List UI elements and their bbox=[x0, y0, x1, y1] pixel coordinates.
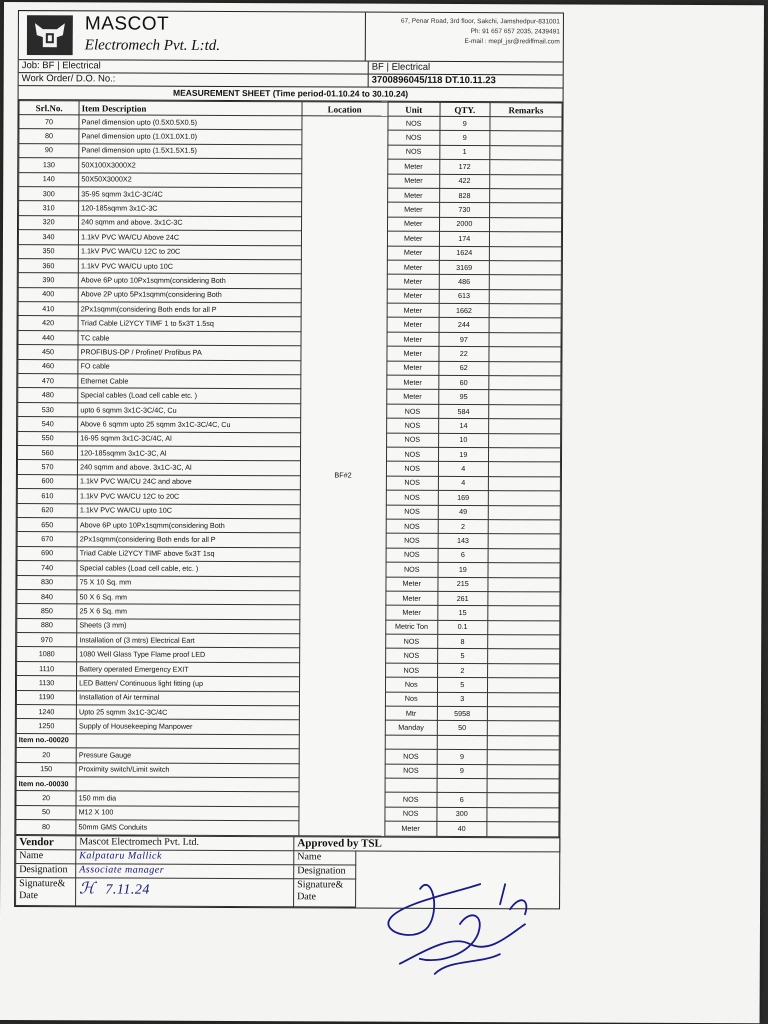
cell-qty: 14 bbox=[438, 419, 488, 434]
date-label: Date bbox=[19, 889, 39, 901]
cell-remarks bbox=[489, 189, 561, 204]
cell-srl: 20 bbox=[16, 748, 76, 763]
cell-srl: 540 bbox=[18, 417, 78, 432]
cell-desc: M12 X 100 bbox=[76, 806, 298, 821]
cell-srl: 420 bbox=[18, 316, 78, 331]
cell-desc: TC cable bbox=[78, 331, 300, 346]
cell-unit: Meter bbox=[386, 390, 438, 405]
cell-remarks bbox=[488, 534, 560, 549]
cell-unit: NOS bbox=[385, 649, 437, 664]
cell-remarks bbox=[487, 822, 559, 837]
cell-desc: FO cable bbox=[78, 359, 300, 374]
cell-srl: 480 bbox=[18, 388, 78, 403]
cell-srl: 90 bbox=[19, 143, 79, 158]
cell-remarks bbox=[489, 376, 561, 391]
phone-line: Ph: 91 657 657 2035, 2439491 bbox=[470, 28, 560, 36]
section-blank bbox=[76, 734, 298, 749]
cell-qty: 422 bbox=[439, 174, 489, 189]
cell-qty: 8 bbox=[437, 634, 487, 649]
cell-unit: Metric Ton bbox=[385, 620, 437, 635]
section-qty-blank bbox=[437, 735, 487, 750]
cell-remarks bbox=[488, 520, 560, 535]
cell-desc: PROFIBUS-DP / Profinet/ Profibus PA bbox=[78, 345, 300, 360]
cell-srl: 300 bbox=[19, 187, 79, 202]
cell-unit: NOS bbox=[386, 533, 438, 548]
items-table bbox=[15, 100, 562, 837]
section-remarks-blank bbox=[487, 735, 559, 750]
cell-unit: Meter bbox=[387, 159, 439, 174]
cell-srl: 1190 bbox=[16, 690, 76, 705]
cell-remarks bbox=[489, 390, 561, 405]
cell-desc: Sheets (3 mm) bbox=[77, 618, 299, 633]
cell-srl: 740 bbox=[17, 561, 77, 576]
cell-remarks bbox=[487, 663, 559, 678]
cell-desc: 1.1kV PVC WA/CU upto 10C bbox=[77, 503, 299, 518]
company-logo-icon bbox=[19, 11, 81, 59]
job-label: Job: BF | Electrical bbox=[19, 60, 369, 74]
col-header-unit: Unit bbox=[388, 102, 440, 116]
cell-qty: 730 bbox=[439, 203, 489, 218]
cell-srl: 1080 bbox=[17, 647, 77, 662]
cell-qty: 2000 bbox=[439, 217, 489, 232]
section-label: Item no.-00020 bbox=[16, 733, 76, 748]
cell-srl: 360 bbox=[18, 258, 78, 273]
cell-qty: 172 bbox=[440, 160, 490, 175]
cell-desc: Above 6P upto 10Px1sqmm(considering Both bbox=[78, 273, 300, 288]
cell-remarks bbox=[488, 635, 560, 650]
cell-unit: Meter bbox=[386, 375, 438, 390]
company-name-block bbox=[81, 11, 366, 60]
cell-qty: 19 bbox=[438, 447, 488, 462]
cell-desc: 240 sqmm and above. 3x1C-3C, Al bbox=[78, 460, 300, 475]
cell-srl: 840 bbox=[17, 589, 77, 604]
cell-qty: 261 bbox=[438, 591, 488, 606]
cell-desc: Triad Cable Li2YCY TIMF above 5x3T 1sq bbox=[77, 547, 299, 562]
cell-qty: 584 bbox=[438, 404, 488, 419]
cell-qty: 9 bbox=[440, 131, 490, 146]
cell-remarks bbox=[490, 160, 562, 175]
cell-unit: NOS bbox=[386, 447, 438, 462]
cell-desc: Above 6P upto 10Px1sqmm(considering Both bbox=[77, 518, 299, 533]
col-header-desc: Item Description bbox=[79, 101, 301, 116]
cell-qty: 49 bbox=[438, 505, 488, 520]
tsl-date-label: Date bbox=[297, 890, 317, 902]
cell-qty: 50 bbox=[437, 721, 487, 736]
cell-unit: NOS bbox=[386, 404, 438, 419]
cell-srl: 50 bbox=[16, 805, 76, 820]
cell-qty: 9 bbox=[437, 764, 487, 779]
cell-desc: Supply of Housekeeping Manpower bbox=[76, 719, 298, 734]
cell-desc: 50 X 6 Sq. mm bbox=[77, 590, 299, 605]
cell-srl: 80 bbox=[16, 820, 76, 835]
cell-unit: NOS bbox=[386, 562, 438, 577]
cell-srl: 690 bbox=[17, 546, 77, 561]
cell-desc: 1.1kV PVC WA/CU 12C to 20C bbox=[77, 489, 299, 504]
cell-remarks bbox=[490, 117, 562, 132]
cell-unit: Meter bbox=[387, 246, 439, 261]
cell-remarks bbox=[489, 304, 561, 319]
cell-remarks bbox=[487, 793, 559, 808]
cell-unit: Meter bbox=[387, 174, 439, 189]
cell-desc: LED Batten/ Continuous light fitting (up bbox=[77, 676, 299, 691]
cell-qty: 174 bbox=[439, 232, 489, 247]
cell-desc: 25 X 6 Sq. mm bbox=[77, 604, 299, 619]
cell-remarks bbox=[489, 217, 561, 232]
cell-remarks bbox=[488, 462, 560, 477]
cell-desc: 75 X 10 Sq. mm bbox=[77, 575, 299, 590]
cell-qty: 3169 bbox=[439, 260, 489, 275]
cell-desc: Special cables (Load cell cable, etc. ) bbox=[77, 561, 299, 576]
cell-remarks bbox=[489, 347, 561, 362]
cell-srl: 1250 bbox=[16, 719, 76, 734]
cell-desc: 2Px1sqmm(considering Both ends for all P bbox=[78, 302, 300, 317]
paper-page bbox=[0, 2, 764, 1023]
cell-srl: 400 bbox=[18, 287, 78, 302]
cell-remarks bbox=[488, 476, 560, 491]
section-unit-blank bbox=[385, 778, 437, 793]
cell-desc: Above 2P upto 5Px1sqmm(considering Both bbox=[78, 288, 300, 303]
sheet-title: MEASUREMENT SHEET (Time period-01.10.24 to 30.10.24) bbox=[19, 86, 563, 102]
cell-desc: 1080 Well Glass Type Flame proof LED bbox=[77, 647, 299, 662]
cell-remarks bbox=[488, 577, 560, 592]
cell-qty: 244 bbox=[439, 318, 489, 333]
cell-srl: 830 bbox=[17, 575, 77, 590]
cell-unit: NOS bbox=[386, 476, 438, 491]
section-label: Item no.-00030 bbox=[16, 777, 76, 792]
cell-qty: 1 bbox=[440, 145, 490, 160]
cell-remarks bbox=[490, 145, 562, 160]
cell-unit: Meter bbox=[387, 361, 439, 376]
cell-unit: Meter bbox=[387, 346, 439, 361]
cell-remarks bbox=[488, 548, 560, 563]
company-subname: Electromech Pvt. L:td. bbox=[84, 37, 221, 54]
cell-remarks bbox=[487, 721, 559, 736]
cell-srl: 600 bbox=[17, 474, 77, 489]
cell-srl: 850 bbox=[17, 604, 77, 619]
cell-unit: Nos bbox=[385, 692, 437, 707]
cell-remarks bbox=[489, 275, 561, 290]
vendor-signature-date: ℋ 7.11.24 bbox=[76, 877, 294, 906]
cell-unit: Meter bbox=[386, 591, 438, 606]
cell-unit: NOS bbox=[386, 433, 438, 448]
cell-srl: 310 bbox=[19, 201, 79, 216]
section-qty-blank bbox=[437, 778, 487, 793]
cell-desc: 1.1kV PVC WA/CU Above 24C bbox=[79, 230, 301, 245]
cell-desc: Proximity switch/Limit switch bbox=[76, 762, 298, 777]
cell-remarks bbox=[489, 318, 561, 333]
email-line: E-mail : mepl_jsr@rediffmail.com bbox=[464, 38, 560, 46]
cell-remarks bbox=[488, 592, 560, 607]
cell-srl: 670 bbox=[17, 532, 77, 547]
cell-remarks bbox=[489, 361, 561, 376]
cell-qty: 10 bbox=[438, 433, 488, 448]
name-label: Name bbox=[16, 849, 76, 863]
cell-srl: 530 bbox=[18, 402, 78, 417]
cell-qty: 215 bbox=[438, 577, 488, 592]
work-order-label: Work Order/ D.O. No.: bbox=[19, 73, 369, 87]
tsl-signature-label: Signature& bbox=[297, 878, 344, 891]
col-header-location: Location bbox=[302, 102, 388, 116]
company-address bbox=[366, 13, 563, 62]
cell-remarks bbox=[488, 448, 560, 463]
cell-srl: 70 bbox=[19, 115, 79, 130]
cell-desc: 120-185sqmm 3x1C-3C, Al bbox=[78, 446, 300, 461]
cell-unit: NOS bbox=[385, 634, 437, 649]
cell-desc: Triad Cable Li2YCY TIMF 1 to 5x3T 1.5sq bbox=[78, 316, 300, 331]
cell-unit: Nos bbox=[385, 677, 437, 692]
cell-desc: Panel dimension upto (1.5X1.5X1.5) bbox=[79, 144, 301, 159]
cell-qty: 0.1 bbox=[438, 620, 488, 635]
cell-remarks bbox=[487, 692, 559, 707]
cell-unit: Manday bbox=[385, 721, 437, 736]
cell-qty: 62 bbox=[439, 361, 489, 376]
vendor-designation-handwritten: Associate manager bbox=[76, 863, 294, 878]
cell-qty: 5 bbox=[437, 649, 487, 664]
cell-srl: 610 bbox=[17, 489, 77, 504]
cell-qty: 95 bbox=[439, 390, 489, 405]
cell-srl: 140 bbox=[19, 172, 79, 187]
cell-unit: NOS bbox=[386, 490, 438, 505]
tsl-signature-date-label bbox=[294, 878, 356, 906]
cell-srl: 450 bbox=[18, 345, 78, 360]
cell-qty: 1624 bbox=[439, 246, 489, 261]
cell-desc: 2Px1sqmm(considering Both ends for all P bbox=[77, 532, 299, 547]
cell-unit: NOS bbox=[385, 663, 437, 678]
cell-unit: Mtr bbox=[385, 706, 437, 721]
cell-desc: Above 6 sqmm upto 25 sqmm 3x1C-3C/4C, Cu bbox=[78, 417, 300, 432]
cell-srl: 410 bbox=[18, 302, 78, 317]
cell-unit: NOS bbox=[387, 145, 439, 160]
col-header-remarks: Remarks bbox=[490, 103, 562, 117]
signature-label: Signature& bbox=[19, 877, 66, 889]
cell-qty: 169 bbox=[438, 491, 488, 506]
cell-desc: Upto 25 sqmm 3x1C-3C/4C bbox=[76, 705, 298, 720]
tsl-signature-scribble bbox=[360, 864, 561, 995]
cell-qty: 3 bbox=[437, 692, 487, 707]
cell-desc: 50mm GMS Conduits bbox=[76, 820, 298, 835]
cell-srl: 550 bbox=[18, 431, 78, 446]
cell-unit: Meter bbox=[387, 274, 439, 289]
tsl-name-label: Name bbox=[294, 850, 356, 864]
cell-remarks bbox=[489, 404, 561, 419]
cell-remarks bbox=[488, 620, 560, 635]
cell-srl: 350 bbox=[18, 244, 78, 259]
cell-remarks bbox=[488, 491, 560, 506]
cell-srl: 880 bbox=[17, 618, 77, 633]
cell-unit: Meter bbox=[387, 318, 439, 333]
cell-unit: NOS bbox=[385, 764, 437, 779]
table-row bbox=[16, 820, 559, 837]
cell-unit: NOS bbox=[388, 116, 440, 131]
cell-desc: 16-95 sqmm 3x1C-3C/4C, Al bbox=[78, 431, 300, 446]
cell-remarks bbox=[487, 678, 559, 693]
cell-desc: 240 sqmm and above. 3x1C-3C bbox=[79, 216, 301, 231]
cell-srl: 650 bbox=[17, 518, 77, 533]
cell-srl: 970 bbox=[17, 633, 77, 648]
cell-srl: 20 bbox=[16, 791, 76, 806]
cell-desc: Pressure Gauge bbox=[76, 748, 298, 763]
col-header-srl: Srl.No. bbox=[19, 101, 79, 115]
cell-qty: 2 bbox=[438, 519, 488, 534]
cell-remarks bbox=[487, 649, 559, 664]
cell-qty: 40 bbox=[437, 822, 487, 837]
cell-srl: 460 bbox=[18, 359, 78, 374]
measurement-sheet bbox=[14, 10, 564, 909]
cell-qty: 15 bbox=[438, 606, 488, 621]
cell-desc: 1.1kV PVC WA/CU 12C to 20C bbox=[78, 244, 300, 259]
cell-desc: 50X50X3000X2 bbox=[79, 172, 301, 187]
cell-remarks bbox=[490, 174, 562, 189]
cell-srl: 130 bbox=[19, 158, 79, 173]
cell-srl: 390 bbox=[18, 273, 78, 288]
cell-qty: 22 bbox=[439, 347, 489, 362]
cell-qty: 60 bbox=[439, 375, 489, 390]
cell-unit: NOS bbox=[385, 807, 437, 822]
cell-qty: 300 bbox=[437, 807, 487, 822]
cell-qty: 6 bbox=[438, 548, 488, 563]
cell-desc: 120-185sqmm 3x1C-3C bbox=[79, 201, 301, 216]
cell-desc: 35-95 sqmm 3x1C-3C/4C bbox=[79, 187, 301, 202]
cell-remarks bbox=[489, 332, 561, 347]
cell-srl: 150 bbox=[16, 762, 76, 777]
cell-remarks bbox=[488, 505, 560, 520]
tsl-designation-label: Designation bbox=[294, 864, 356, 878]
vendor-date: 7.11.24 bbox=[105, 881, 150, 898]
cell-unit: Meter bbox=[387, 188, 439, 203]
cell-unit: NOS bbox=[386, 505, 438, 520]
cell-unit: Meter bbox=[387, 303, 439, 318]
cell-unit: NOS bbox=[386, 462, 438, 477]
cell-qty: 828 bbox=[439, 188, 489, 203]
cell-qty: 5958 bbox=[437, 706, 487, 721]
cell-desc: 1.1kV PVC WA/CU upto 10C bbox=[78, 259, 300, 274]
cell-desc: Battery operated Emergency EXIT bbox=[77, 662, 299, 677]
cell-remarks bbox=[487, 750, 559, 765]
cell-remarks bbox=[490, 131, 562, 146]
section-unit-blank bbox=[385, 735, 437, 750]
signature-date-label bbox=[16, 877, 76, 905]
vendor-value: Mascot Electromech Pvt. Ltd. bbox=[76, 835, 294, 850]
cell-desc: Ethernet Cable bbox=[78, 374, 300, 389]
cell-qty: 143 bbox=[438, 534, 488, 549]
location-cell: BF#2 bbox=[298, 116, 387, 836]
designation-label: Designation bbox=[16, 863, 76, 877]
company-header bbox=[19, 11, 563, 62]
work-order-value: 3700896045/118 DT.10.11.23 bbox=[371, 74, 496, 87]
vendor-name-handwritten: Kalpataru Mallick bbox=[76, 849, 294, 864]
cell-unit: Meter bbox=[385, 821, 437, 836]
cell-unit: NOS bbox=[385, 749, 437, 764]
job-value: BF | Electrical bbox=[371, 61, 431, 73]
cell-qty: 486 bbox=[439, 275, 489, 290]
cell-unit: Meter bbox=[387, 289, 439, 304]
cell-srl: 80 bbox=[19, 129, 79, 144]
cell-srl: 1130 bbox=[16, 676, 76, 691]
vendor-label: Vendor bbox=[16, 835, 76, 849]
cell-remarks bbox=[488, 433, 560, 448]
cell-qty: 4 bbox=[438, 462, 488, 477]
cell-qty: 6 bbox=[437, 793, 487, 808]
cell-remarks bbox=[487, 764, 559, 779]
cell-unit: NOS bbox=[386, 418, 438, 433]
cell-srl: 1110 bbox=[17, 661, 77, 676]
cell-unit: NOS bbox=[386, 519, 438, 534]
cell-srl: 320 bbox=[19, 215, 79, 230]
cell-srl: 470 bbox=[18, 374, 78, 389]
table-body bbox=[16, 115, 562, 837]
cell-unit: NOS bbox=[388, 131, 440, 146]
cell-remarks bbox=[489, 289, 561, 304]
cell-qty: 9 bbox=[437, 750, 487, 765]
cell-qty: 19 bbox=[438, 563, 488, 578]
cell-qty: 4 bbox=[438, 476, 488, 491]
cell-remarks bbox=[489, 232, 561, 247]
cell-unit: Meter bbox=[387, 332, 439, 347]
cell-remarks bbox=[488, 419, 560, 434]
cell-srl: 340 bbox=[18, 230, 78, 245]
cell-unit: Meter bbox=[387, 260, 439, 275]
cell-desc: 150 mm dia bbox=[76, 791, 298, 806]
section-remarks-blank bbox=[487, 779, 559, 794]
approved-label: Approved by TSL bbox=[294, 836, 560, 851]
cell-unit: Meter bbox=[385, 605, 437, 620]
company-name: MASCOT bbox=[84, 13, 170, 35]
cell-remarks bbox=[489, 203, 561, 218]
cell-remarks bbox=[489, 261, 561, 276]
cell-desc: Special cables (Load cell cable etc. ) bbox=[78, 388, 300, 403]
cell-desc: Panel dimension upto (0.5X0.5X0.5) bbox=[79, 115, 301, 130]
cell-desc: upto 6 sqmm 3x1C-3C/4C, Cu bbox=[78, 403, 300, 418]
cell-srl: 570 bbox=[17, 460, 77, 475]
cell-unit: Meter bbox=[387, 231, 439, 246]
cell-desc: 1.1kV PVC WA/CU 24C and above bbox=[77, 475, 299, 490]
cell-srl: 620 bbox=[17, 503, 77, 518]
cell-unit: Meter bbox=[387, 203, 439, 218]
cell-qty: 5 bbox=[437, 678, 487, 693]
cell-srl: 440 bbox=[18, 330, 78, 345]
cell-srl: 560 bbox=[18, 446, 78, 461]
cell-remarks bbox=[487, 807, 559, 822]
cell-srl: 1240 bbox=[16, 705, 76, 720]
cell-qty: 1662 bbox=[439, 303, 489, 318]
cell-desc: 50X100X3000X2 bbox=[79, 158, 301, 173]
cell-desc: Installation of Air terminal bbox=[77, 690, 299, 705]
cell-unit: Meter bbox=[386, 577, 438, 592]
cell-qty: 2 bbox=[437, 663, 487, 678]
cell-remarks bbox=[487, 707, 559, 722]
cell-desc: Installation of (3 mtrs) Electrical Eart bbox=[77, 633, 299, 648]
cell-remarks bbox=[488, 563, 560, 578]
cell-unit: NOS bbox=[386, 548, 438, 563]
cell-desc: Panel dimension upto (1.0X1.0X1.0) bbox=[79, 129, 301, 144]
section-blank bbox=[76, 777, 298, 792]
cell-qty: 613 bbox=[439, 289, 489, 304]
cell-remarks bbox=[488, 606, 560, 621]
cell-remarks bbox=[489, 246, 561, 261]
col-header-qty: QTY. bbox=[440, 102, 490, 116]
cell-qty: 97 bbox=[439, 332, 489, 347]
cell-qty: 9 bbox=[440, 116, 490, 131]
cell-unit: NOS bbox=[385, 793, 437, 808]
address-line: 67, Penar Road, 3rd floor, Sakchi, Jamshedpur-831001 bbox=[400, 17, 560, 26]
cell-unit: Meter bbox=[387, 217, 439, 232]
